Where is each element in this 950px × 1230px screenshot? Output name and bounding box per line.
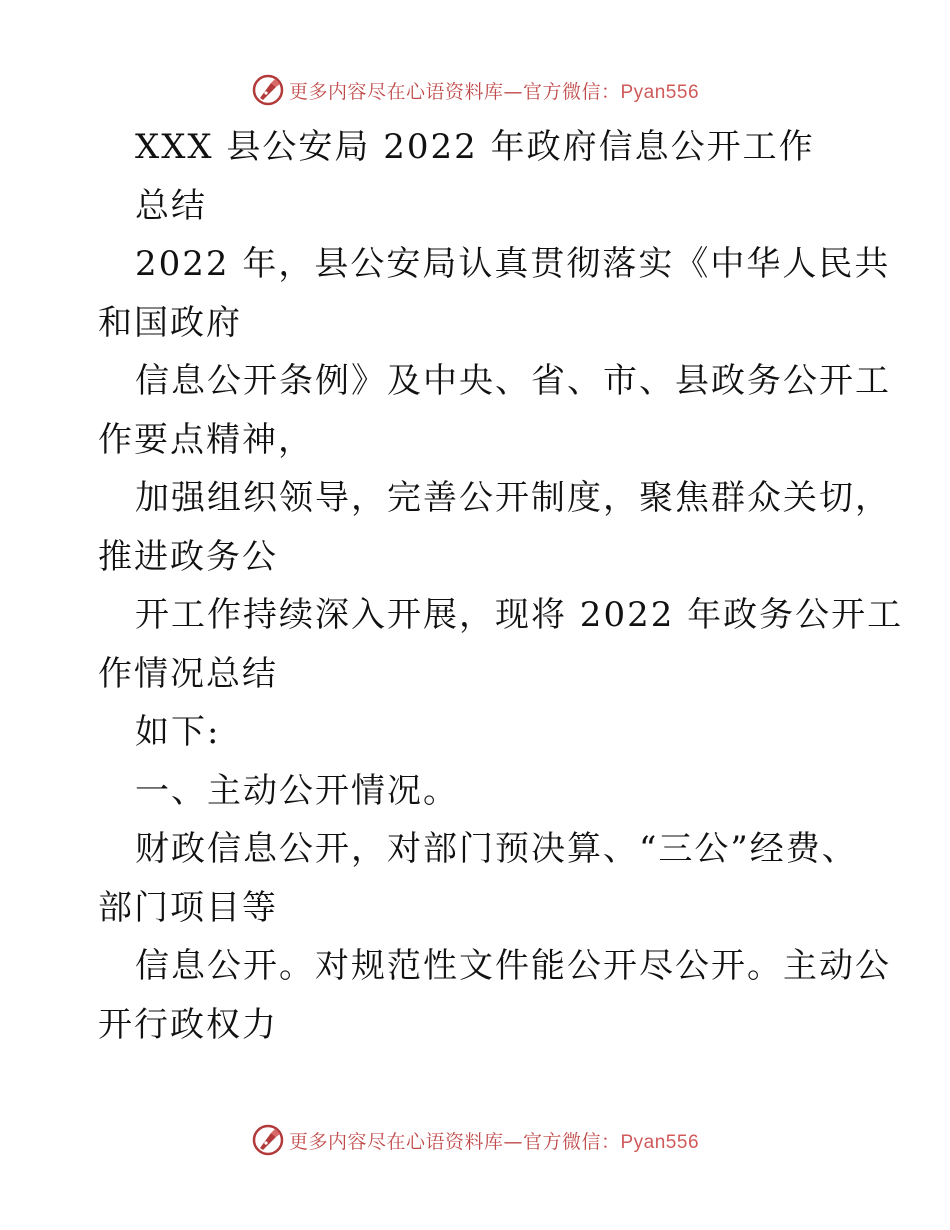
text-line: 和国政府 <box>98 302 242 343</box>
text-line: 部门项目等 <box>98 887 278 928</box>
banner-contact-label: 官方微信： <box>522 80 621 103</box>
banner-title: 更多内容尽在心语资料库 <box>288 80 504 103</box>
text-line: 推进政务公 <box>98 536 278 577</box>
text-line: 总结 <box>135 185 207 226</box>
banner-separator: — <box>503 1130 523 1153</box>
text-line: 作要点精神， <box>98 419 314 460</box>
header-banner <box>0 70 950 110</box>
text-line: 开工作持续深入开展，现将 2022 年政务公开工 <box>135 595 904 635</box>
text-line: 信息公开。对规范性文件能公开尽公开。主动公 <box>135 946 891 986</box>
banner-title: 更多内容尽在心语资料库 <box>288 1130 504 1153</box>
banner-separator: — <box>503 80 523 103</box>
text-line: 如下: <box>135 712 221 752</box>
pen-nib-icon <box>251 73 285 107</box>
text-line: 一、主动公开情况。 <box>135 770 459 811</box>
banner-contact-id: Pyan556 <box>620 1131 700 1153</box>
banner-contact-id: Pyan556 <box>620 81 700 103</box>
text-line: 作情况总结 <box>98 653 278 694</box>
text-line: 财政信息公开，对部门预决算、“三公”经费、 <box>135 829 858 869</box>
text-line: 开行政权力 <box>98 1004 278 1045</box>
footer-banner <box>0 1120 950 1160</box>
pen-nib-icon <box>251 1123 285 1157</box>
banner-text <box>289 77 699 104</box>
text-line: 加强组织领导，完善公开制度，聚焦群众关切， <box>135 478 891 518</box>
banner-text <box>289 1127 699 1154</box>
banner-contact-label: 官方微信： <box>522 1130 621 1153</box>
text-line: 信息公开条例》及中央、省、市、县政务公开工 <box>135 361 891 401</box>
text-line: 2022 年，县公安局认真贯彻落实《中华人民共 <box>135 244 891 284</box>
document-body <box>98 118 904 1054</box>
text-line: XXX 县公安局 2022 年政府信息公开工作 <box>135 127 815 167</box>
